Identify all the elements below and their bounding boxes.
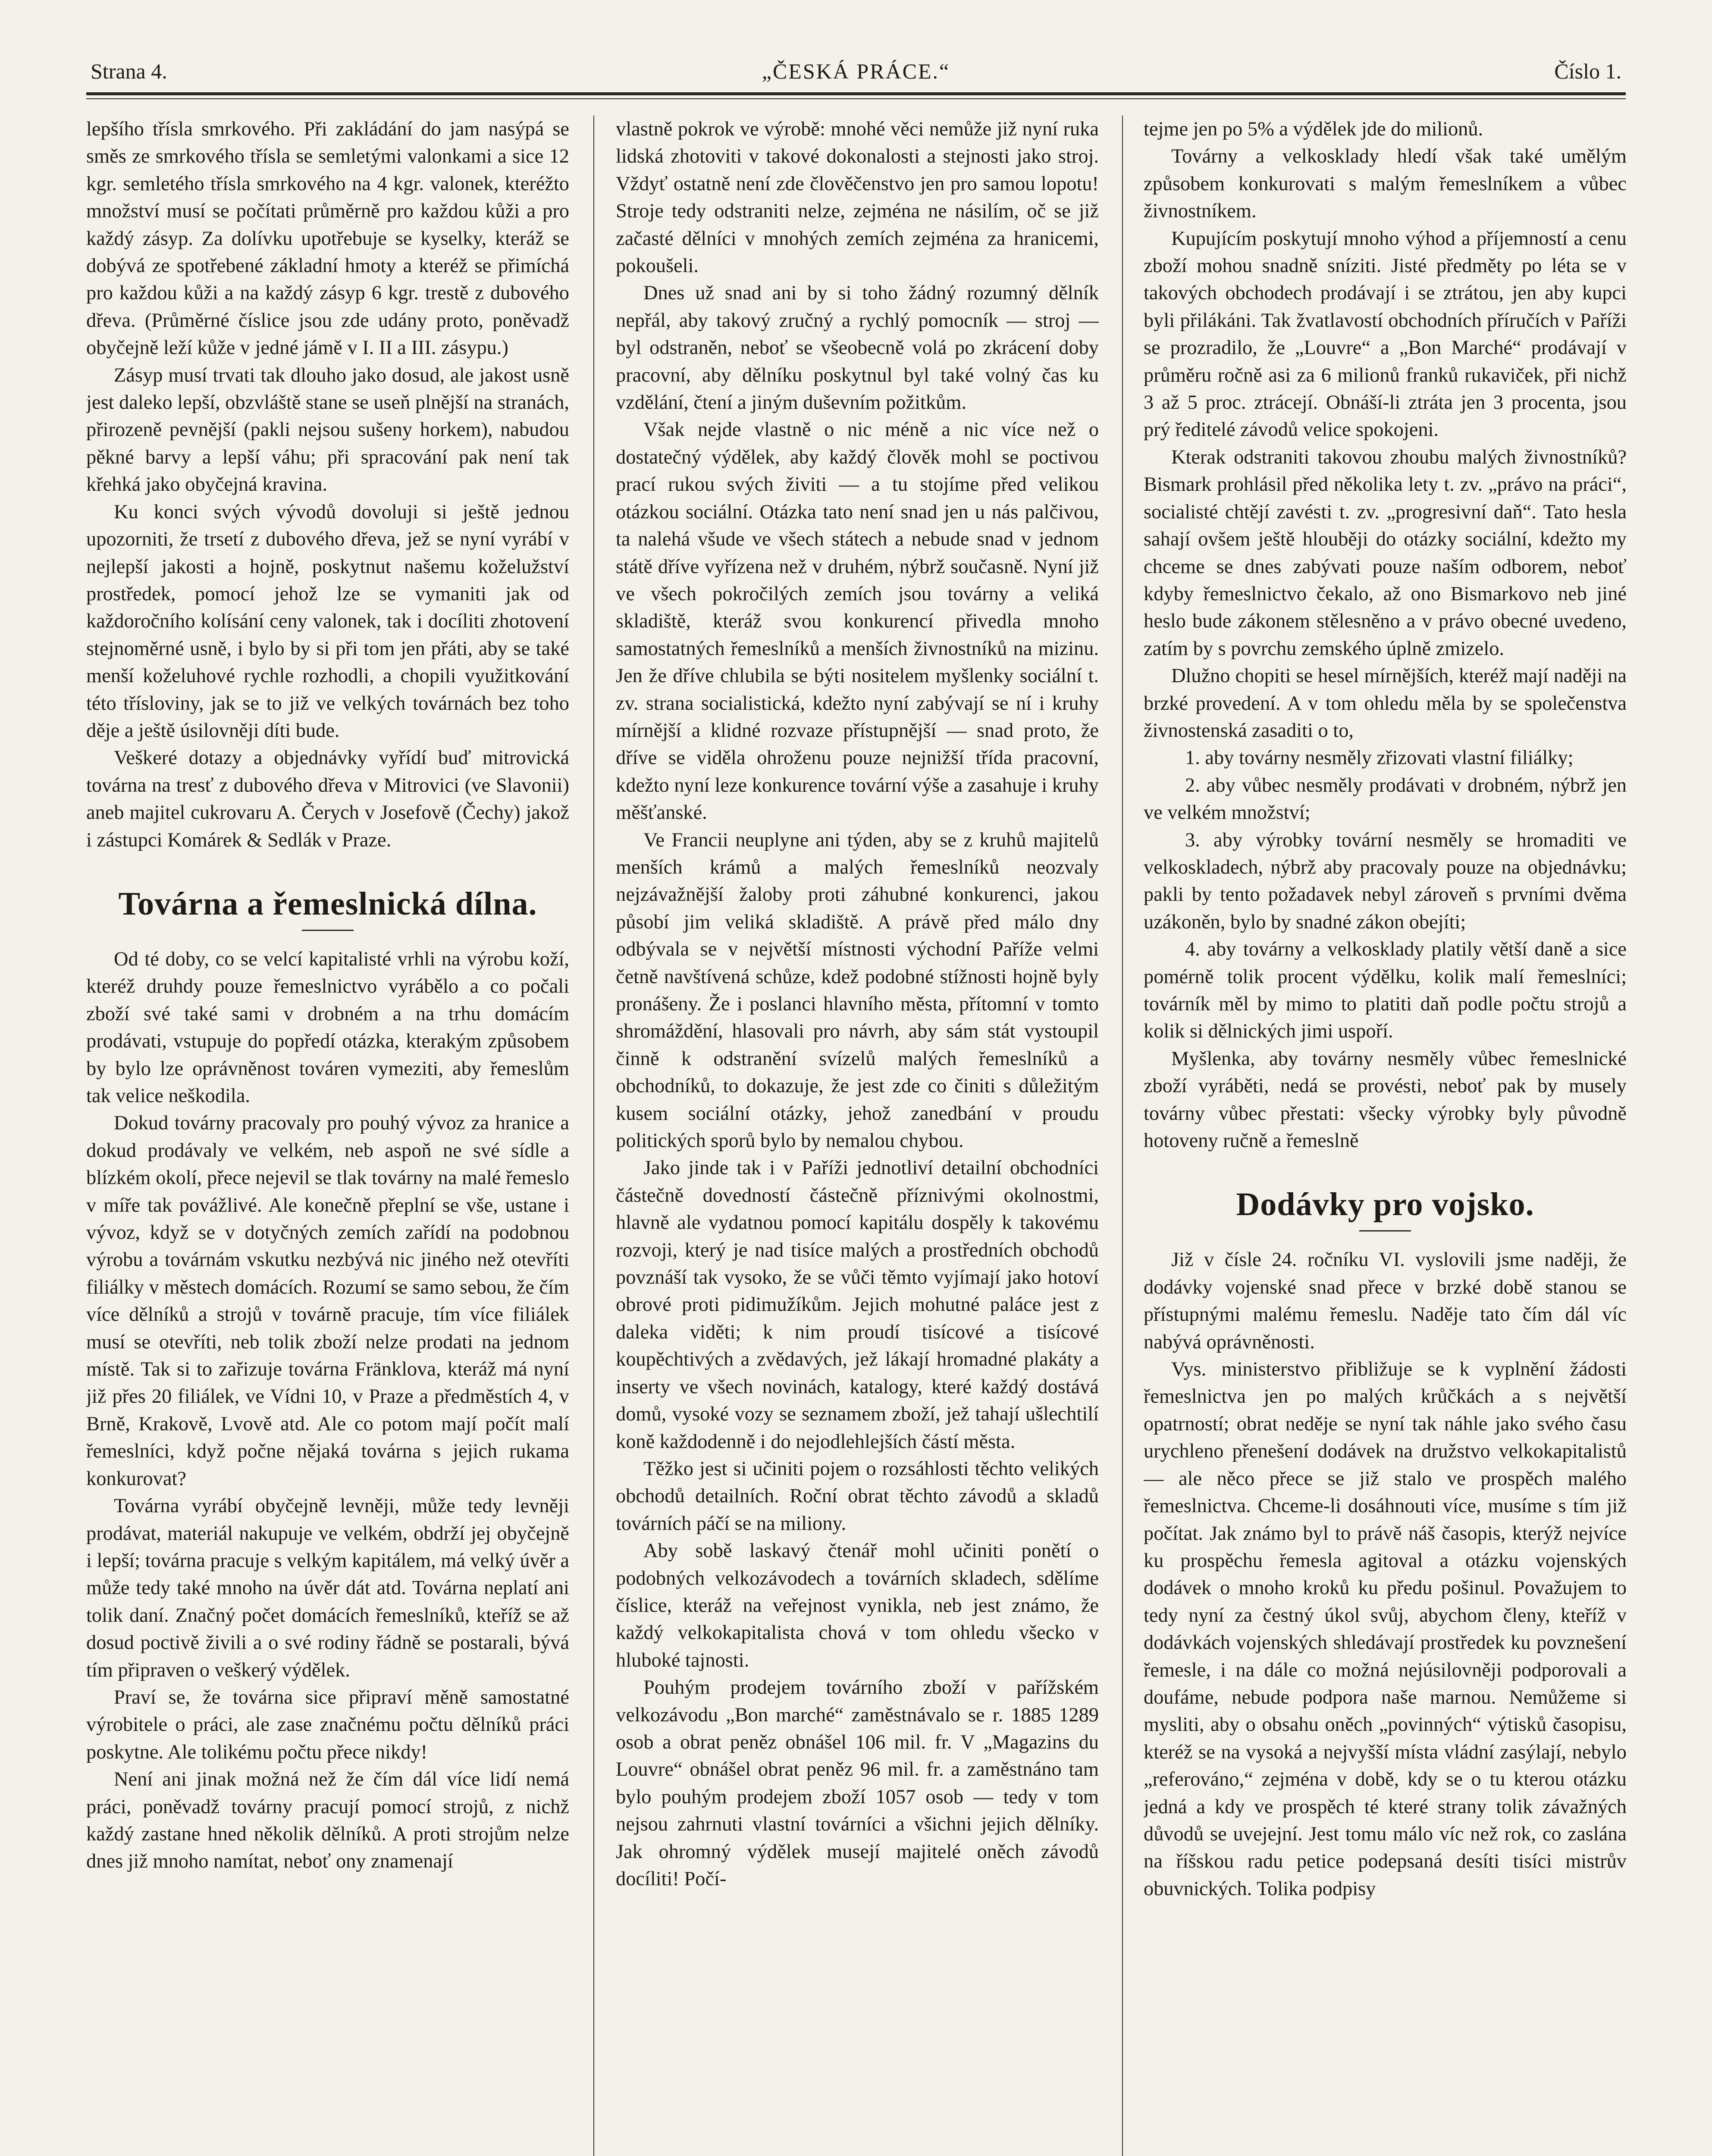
paragraph: Od té doby, co se velcí kapitalisté vrhli na výrobu koží, kteréž druhdy pouze řemeslnictvo vyrábělo a co počali zboží své také sami v drobném a na trhu domácím prodávati, vstupuje do popředí otázka, kterakým způsobem by bylo lze oprávněnost továren vymeziti, aby řemeslům tak velice neškodila. <box>86 948 569 1107</box>
list-item: 3. aby výrobky tovární nesměly se hromaditi ve velkoskladech, nýbrž aby pracovaly pouze na objednávku; pakli by tento požadavek nebyl zároveň s prvními dvěma uzákoněn, bylo by snadné zákon obejíti; <box>1144 829 1627 933</box>
newspaper-title: „ČESKÁ PRÁCE.“ <box>762 59 950 83</box>
header-rule-thick <box>86 92 1626 95</box>
paragraph: Dokud továrny pracovaly pro pouhý vývoz za hranice a dokud prodávaly ve velkém, neb aspoň ne své sídle a blízkém okolí, přece nejevil se tlak továrny na malé řemeslo v míře tak povážlivé. Ale konečně přeplní se vše, ustane i vývoz, když se v dotyčných zemích zařídí na podobnou výrobu a továrnám vskutku nezbývá nic jiného než otevříti filiálky v městech domácích. Rozumí se samo sebou, že čím více dělníků a strojů v továrně pracuje, tím více filiálek musí se otevříti, neb tolik zboží nelze prodati na jednom místě. Tak si to zařizuje továrna Fränklova, kteráž má nyní již přes 20 filiálek, ve Vídni 10, v Praze a předměstích 4, v Brně, Krakově, Lvově atd. Ale co potom mají počít malí řemeslníci, když počne nějaká továrna s jejich rukama konkurovat? <box>86 1112 569 1490</box>
paragraph: Ku konci svých vývodů dovoluji si ještě jednou upozorniti, že trsetí z dubového dřeva, jež se nyní vyrábí v nejlepší jakosti a hojně, poskytnut našemu koželužství prostředek, pomocí jehož lze se vymaniti jak od každoročního kolísání ceny valonek, tak i docíliti zhotovení stejnoměrné usně, i bylo by si při tom jen přáti, aby se také menší koželuhové rychle rozhodli, a chopili využitkování této třísloviny, jak se to již ve velkých továrnách bez toho děje a ještě úsilovněji díti bude. <box>86 501 569 742</box>
header-rule-thin <box>86 98 1626 99</box>
paragraph: Kupujícím poskytují mnoho výhod a příjemností a cenu zboží mohou snadně sníziti. Jisté předměty po léta se v takových obchodech prodávají i se ztrátou, jen aby kupci byli přilákáni. Tak žvatlavostí obchodních příručích v Paříži se prozradilo, že „Louvre“ a „Bon Marché“ prodávají v průměru ročně asi za 6 milionů franků rukaviček, při nichž 3 až 5 proc. ztrácejí. Obnáší-li ztráta jen 3 procenta, jsou prý ředitelé závodů velice spokojeni. <box>1144 227 1627 441</box>
paragraph: Těžko jest si učiniti pojem o rozsáhlosti těchto velikých obchodů detailních. Roční obrat těchto závodů a skladů továrních páčí se na miliony. <box>616 1457 1099 1535</box>
list-item: 4. aby továrny a velkosklady platily větší daně a sice pomérně tolik procent výdělku, kolik malí řemeslníci; továrník měl by mimo to platiti daň podle počtu strojů a kolik si dělnických jimi uspoří. <box>1144 938 1627 1043</box>
article-heading-military-supplies: Dodávky pro vojsko. <box>1144 1185 1627 1232</box>
column-separator-2 <box>1122 116 1123 2156</box>
list-item: 1. aby továrny nesměly zřizovati vlastní filiálky; <box>1185 747 1574 769</box>
column-3 <box>1144 116 1627 2156</box>
paragraph: Aby sobě laskavý čtenář mohl učiniti ponětí o podobných velkozávodech a továrních skladech, sdělíme číslice, kteráž na veřejnost vynikla, neb jest známo, že každý velkokapitalista chová v tom ohledu všecko v hluboké tajnosti. <box>616 1540 1099 1671</box>
paragraph: Dnes už snad ani by si toho žádný rozumný dělník nepřál, aby takový zručný a rychlý pomocník — stroj — byl odstraněn, neboť se všeobecně volá po zkrácení doby pracovní, aby dělníku poskytnul byl také volný čas ku vzdělání, čtení a jiným duševním požitkům. <box>616 282 1099 414</box>
issue-number: Číslo 1. <box>1554 59 1621 83</box>
column-2 <box>616 116 1099 2156</box>
paragraph: Praví se, že továrna sice připraví měně samostatné výrobitele o práci, ale zase značnému počtu dělníků práci poskytne. Ale tolikému počtu přece nikdy! <box>86 1686 569 1763</box>
paragraph: lepšího třísla smrkového. Při zakládání do jam nasýpá se směs ze smrkového třísla se semletými valonkami a sice 12 kgr. semletého třísla smrkového na 4 kgr. valonek, kteréžto množství musí se počítati průměrně pro každou kůži a pro každý zásyp. Za dolívku upotřebuje se kyselky, kteráž se dobývá ze spotřebené základní hmoty a kteréž se přimíchá pro každou kůži a na každý zásyp 6 kgr. trestě z dubového dřeva. (Průměrné číslice jsou zde udány proto, poněvadž obyčejně leží kůže v jedné jámě v I. II a III. zásypu.) <box>86 118 569 359</box>
column-separator-1 <box>593 116 594 2156</box>
paragraph: Již v čísle 24. ročníku VI. vyslovili jsme naději, že dodávky vojenské snad přece v brzké době stanou se přístupnými malému řemeslu. Naděje tato čím dál víc nabývá oprávněnosti. <box>1144 1249 1627 1353</box>
paragraph: Myšlenka, aby továrny nesměly vůbec řemeslnické zboží vyráběti, nedá se provésti, neboť pak by musely továrny vůbec přestati: všecky výrobky byly původně hotoveny ručně a řemeslně <box>1144 1047 1627 1152</box>
paragraph: Jako jinde tak i v Paříži jednotliví detailní obchodníci částečně dovedností částečně příznivými okolnostmi, hlavně ale vydatnou pomocí kapitálu dospěly k takovému rozvoji, který je nad tisíce malých a prostředních obchodů povznáší tak vysoko, že se vůči těmto vyjímají jako hotoví obrové proti pidimužíkům. Jejich mohutné paláce jest z daleka viděti; k nim proudí tisícové a tisícové koupěchtivých a zvědavých, jež lákají hromadné plakáty a inserty ve všech novinách, katalogy, které každý dostává domů, vysoké vozy se seznamem zboží, jež tahají ušlechtilí koně každodenně i do nejodlehlejších částí města. <box>616 1157 1099 1453</box>
paragraph: Pouhým prodejem továrního zboží v pařížském velkozávodu „Bon marché“ zaměstnávalo se r. 1885 1289 osob a obrat peněz obnášel 106 mil. fr. V „Magazins du Louvre“ obnášel obrat peněz 96 mil. fr. a zaměstnáno tam bylo pouhým prodejem zboží 1057 osob — tedy v tom nejsou zahrnuti vlastní továrníci a všichni jejich dělníky. Jak ohromný výdělek musejí majitelé oněch závodů docíliti! Počí- <box>616 1677 1099 1890</box>
paragraph: Veškeré dotazy a objednávky vyřídí buď mitrovická továrna na tresť z dubového dřeva v Mitrovici (ve Slavonii) aneb majitel cukrovaru A. Čerych v Josefově (Čechy) jakož i zástupci Komárek & Sedlák v Praze. <box>86 747 569 851</box>
paragraph: Zásyp musí trvati tak dlouho jako dosud, ale jakost usně jest daleko lepší, obzvláště stane se useň plnější na stranách, přirozeně pevnější (pakli nejsou sušeny horkem), nabudou pěkné barvy a lepší váhu; při spracování pak není tak křehká jako obyčejná kravina. <box>86 364 569 496</box>
page-number: Strana 4. <box>91 59 167 83</box>
article-heading-factory-workshop: Továrna a řemeslnická dílna. <box>86 884 569 931</box>
list-item: 2. aby vůbec nesměly prodávati v drobném, nýbrž jen ve velkém množství; <box>1144 774 1627 824</box>
paragraph: tejme jen po 5% a výdělek jde do milionů. <box>1144 118 1483 140</box>
paragraph: Není ani jinak možná než že čím dál více lidí nemá práci, poněvadž továrny pracují pomocí strojů, z nichž každý zastane hned několik dělníků. A proti strojům nelze dnes již mnoho namítat, neboť ony znamenají <box>86 1768 569 1873</box>
page-header <box>86 56 1626 95</box>
paragraph: Továrna vyrábí obyčejně levněji, může tedy levněji prodávat, materiál nakupuje ve velkém, obdrží jej obyčejně i lepší; továrna pracuje s velkým kapitálem, má velký úvěr a může tedy také mnoho na úvěr dát atd. Továrna neplatí ani tolik daní. Značný počet domácích řemeslníků, kteříž se až dosud poctivě živili a o své rodiny řádně se postarali, bývá tím připraven o veškerý výdělek. <box>86 1495 569 1681</box>
column-1 <box>86 116 569 2156</box>
paragraph: Však nejde vlastně o nic méně a nic více než o dostatečný výdělek, aby každý člověk mohl se poctivou prací rukou svých živiti — a tu stojíme před velikou otázkou sociální. Otázka tato není snad jen u nás palčivou, ta nalehá všude ve všech státech a nebude snad v jednom státě dříve vyřízena než v druhém, nýbrž současně. Nyní již ve všech pokročilých zemích jsou továrny a veliká skladiště, kteráž svou konkurencí přivedla mnoho samostatných řemeslníků a menších živnostníků na mizinu. Jen že dříve chlubila se býti nositelem myšlenky sociální t. zv. strana socialistická, kdežto nyní zabývají se ní i kruhy mírnější a klidné rozvaze přístupnější — snad proto, že dříve se viděla ohroženu pouze nejnižší třída pracovní, kdežto nyní leze konkurence tovární výše a zasahuje i kruhy měšťanské. <box>616 419 1099 824</box>
paragraph: Vys. ministerstvo přibližuje se k vyplnění žádosti řemeslnictva jen po malých krůčkách a s největší opatrností; obrat neděje se nyní tak náhle jako svého času urychleno přenešení dodávek na družstvo velkokapitalistů — ale něco přece se již stalo ve prospěch malého řemeslnictva. Chceme-li dosáhnouti více, musíme s tím již počítat. Jak známo byl to právě náš časopis, kterýž nejvíce ku prospěchu řemesla agitoval a otázku vojenských dodávek o mnoho kroků ku předu pošinul. Považujem to tedy nyní za čestný úkol svůj, abychom členy, kteříž v dodávkách vojenských shledávají prostředek ku povznešení řemesle, i na dále co možná nejúsilovněji podporovali a doufáme, nebude podpora naše marnou. Nemůžeme si mysliti, aby o obsahu oněch „povinných“ výtisků časopisu, kteréž se na vysoká a nejvyšší místa vládní zasýlají, nebylo „referováno,“ zejména v době, kdy se o tu kterou otázku jedná a kdy ve prospěch té které strany tolik závažných důvodů se uvejejní. Jest tomu málo víc než rok, co zaslána na říšskou radu petice podepsaná desíti tisíci mistrův obuvnických. Tolika podpisy <box>1144 1358 1627 1900</box>
paragraph: Kterak odstraniti takovou zhoubu malých živnostníků? Bismark prohlásil před několika lety t. zv. „právo na práci“, socialisté chtějí zavésti t. zv. „progresivní daň“. Tato hesla sahají ovšem ještě hlouběji do otázky sociální, kdežto my chceme se dnes zabývati pouze naším odborem, neboť kdyby řemeslnictvo čekalo, až ono Bismarkovo neb jiné heslo bude zákonem stělesněno a v právo obecné uvedeno, zatím by s povrchu zemského úplně zmizelo. <box>1144 446 1627 660</box>
paragraph: Dlužno chopiti se hesel mírnějších, kteréž mají naději na brzké provedení. A v tom ohledu měla by se společenstva živnostenská zasaditi o to, <box>1144 665 1627 742</box>
paragraph: Továrny a velkosklady hledí však také umělým způsobem konkurovati s malým řemeslníkem a vůbec živnostníkem. <box>1144 145 1627 222</box>
paragraph: Ve Francii neuplyne ani týden, aby se z kruhů majitelů menších krámů a malých řemeslníků neozvaly nejzávažnější žaloby proti záhubné konkurenci, jakou působí jim veliká skladiště. A právě před málo dny odbývala se v největší místnosti východní Paříže velmi četně navštívená schůze, kdež podobné stížnosti hojně byly pronášeny. Že i poslanci hlavního města, přítomní v tomto shromáždění, hlasovali pro návrh, aby sám stát vystoupil činně k odstranění svízelů malých řemeslníků a obchodníků, to dokazuje, že jest zde co činiti s důležitým kusem sociální otázky, jehož zanedbání v proudu politických sporů bylo by nemalou chybou. <box>616 829 1099 1152</box>
paragraph: vlastně pokrok ve výrobě: mnohé věci nemůže již nyní ruka lidská zhotoviti v takové dokonalosti a stejnosti jako stroj. Vždyť ostatně není zde člověčenstvo jen pro samou lopotu! Stroje tedy odstraniti nelze, zejména ne násilím, oč se již začasté dělníci v mnohých zemích zejména za hranicemi, pokoušeli. <box>616 118 1099 277</box>
